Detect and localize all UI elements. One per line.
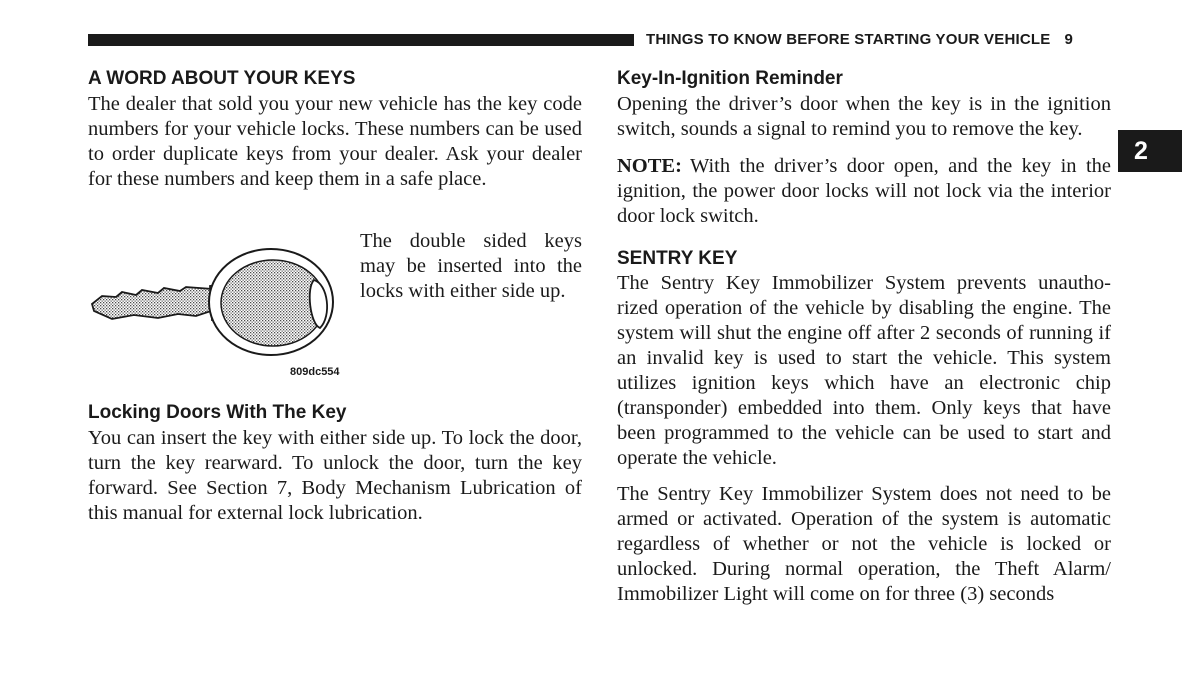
reminder-paragraph: Opening the driver’s door when the key is in the ignition switch, sounds a signal to remind you to remove the key. [617, 93, 1111, 140]
note-paragraph [617, 154, 1111, 229]
sentry-paragraph-1: The Sentry Key Immobilizer System prevents unautho-rized operation of the vehicle by disabling the engine. The system will shut the engine off after 2 seconds of running if an invalid key is used to start the vehicle. This system utilizes ignition keys which have an electronic chip (transponder) embedded into them. Only keys that have been programmed to the vehicle can be used to start and operate the vehicle. [617, 272, 1111, 469]
key-illustration [88, 248, 350, 382]
keys-paragraph: The dealer that sold you your new vehicle has the key code numbers for your vehicle locks. These numbers can be used to order duplicate keys from your dealer. Ask your dealer for these numbers and keep them in a safe place. [88, 93, 582, 190]
locking-paragraph: You can insert the key with either side up. To lock the door, turn the key rearward. To unlock the door, turn the key forward. See Section 7, Body Mechanism Lubrication of this manual for external lock lubrication. [88, 427, 582, 524]
header-title: THINGS TO KNOW BEFORE STARTING YOUR VEHICLE [646, 31, 1051, 48]
running-header [646, 31, 1073, 48]
sentry-paragraph-2: The Sentry Key Immobilizer System does not need to be armed or activated. Operation of the system is automatic regardless of whether or not the vehicle is locked or unlocked. During normal operation, the Theft Alarm/ Immobilizer Light will come on for three (3) seconds [617, 483, 1111, 605]
note-label: NOTE: [617, 155, 682, 177]
reminder-heading: Key-In-Ignition Reminder [617, 68, 843, 89]
note-text: With the driver’s door open, and the key in the ignition, the power door locks will not lock via the interior door lock switch. [617, 155, 1111, 227]
key-figure-text: The double sided keys may be inserted into the locks with either side up. [360, 230, 582, 302]
page-number: 9 [1064, 31, 1073, 48]
figure-caption: 809dc554 [290, 366, 340, 378]
key-blade [92, 287, 214, 319]
header-rule [88, 34, 634, 46]
locking-heading: Locking Doors With The Key [88, 402, 347, 423]
keys-heading: A WORD ABOUT YOUR KEYS [88, 68, 356, 89]
sentry-heading: SENTRY KEY [617, 248, 738, 269]
chapter-tab: 2 [1118, 130, 1182, 172]
